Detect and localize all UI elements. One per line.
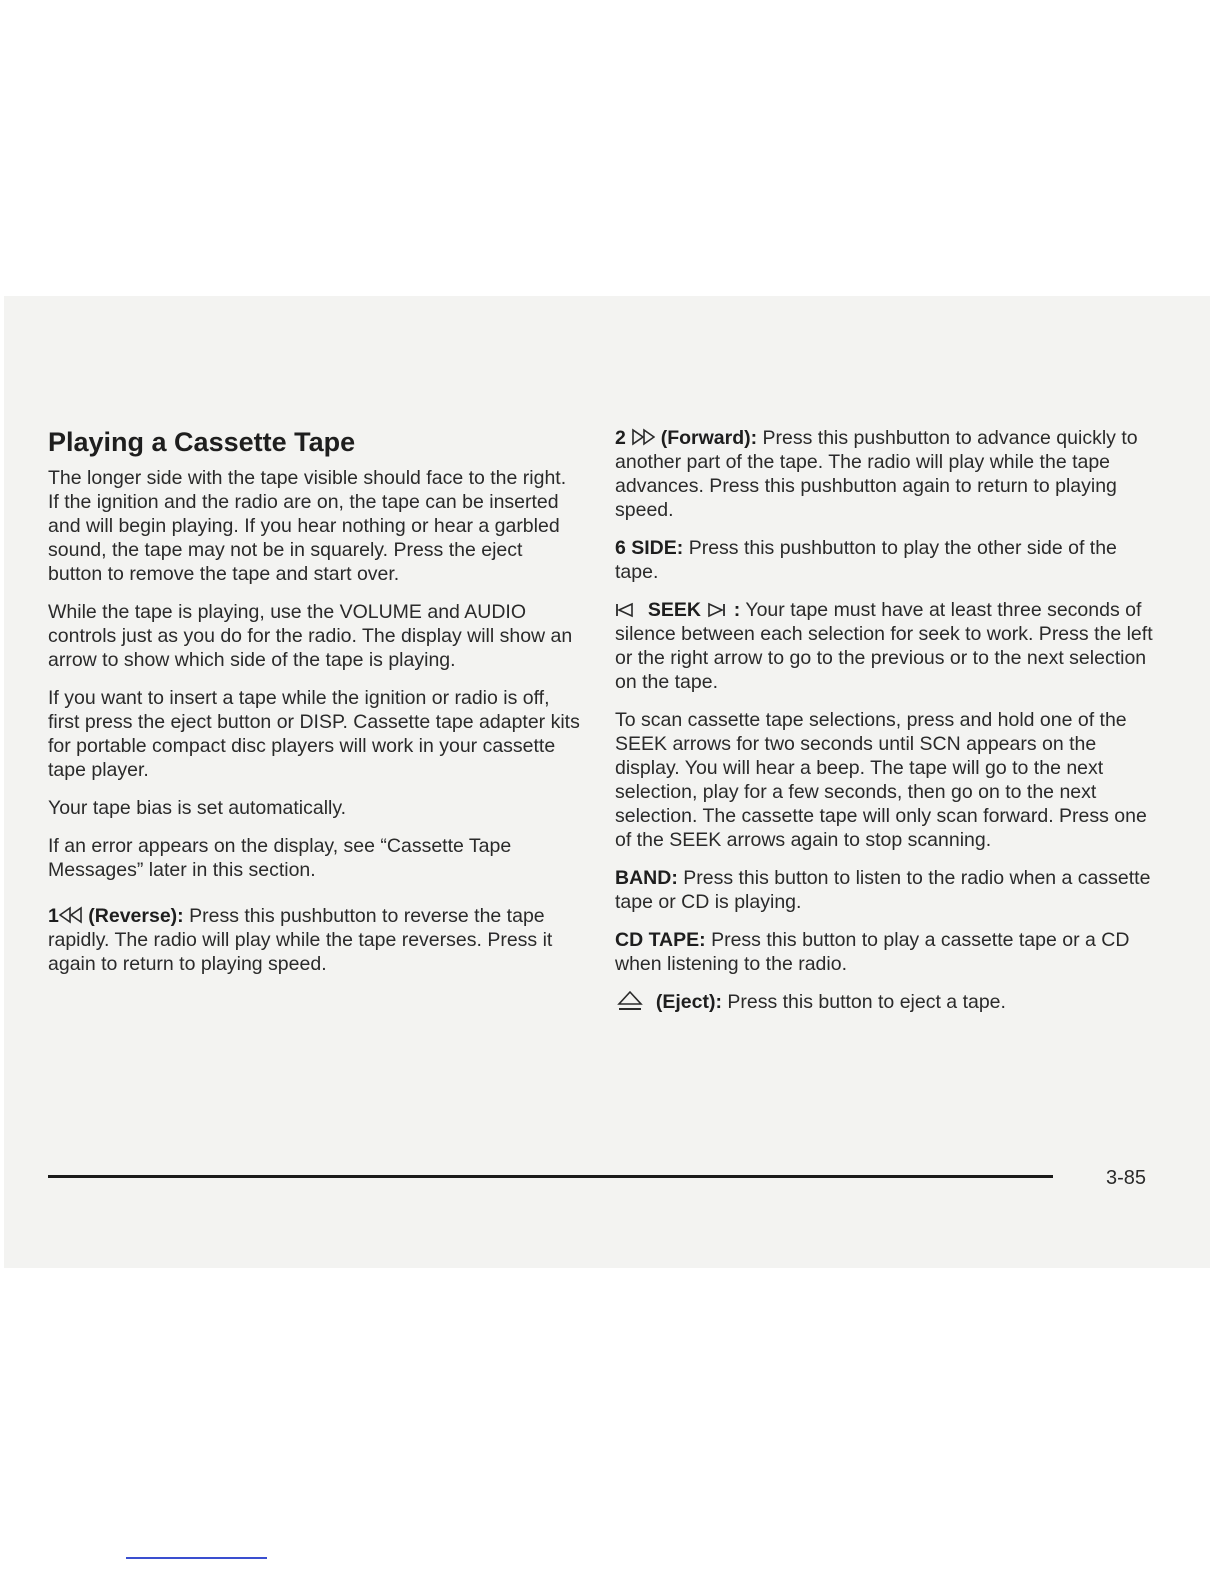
eject-icon <box>615 990 645 1014</box>
eject-description: Press this button to eject a tape. <box>727 991 1006 1013</box>
reverse-term: (Reverse): <box>88 905 184 927</box>
right-column <box>615 426 1153 1028</box>
forward-item <box>615 426 1153 522</box>
paragraph-ignition-off: If you want to insert a tape while the ignition or radio is off, first press the eject button or DISP. Cassette tape adapter kits for portable compact disc players will work in your cassette tape player. <box>48 687 580 781</box>
side-item <box>615 536 1153 584</box>
cd-tape-description: Press this button to play a cassette tape or a CD when listening to the radio. <box>615 929 1130 975</box>
eject-item <box>615 990 1153 1014</box>
eject-term: (Eject): <box>655 991 722 1013</box>
forward-number: 2 <box>615 427 626 449</box>
seek-term: SEEK <box>647 599 701 621</box>
cd-tape-item <box>615 928 1153 976</box>
page-number: 3-85 <box>1106 1167 1147 1189</box>
band-item <box>615 866 1153 914</box>
seek-item <box>615 598 1153 694</box>
reverse-description: Press this pushbutton to reverse the tape rapidly. The radio will play while the tape reverses. Press it again to return to playing speed. <box>48 905 553 975</box>
footer-rule <box>48 1175 1053 1178</box>
forward-term: (Forward): <box>660 427 758 449</box>
scan-paragraph: To scan cassette tape selections, press and hold one of the SEEK arrows for two seconds until SCN appears on the display. You will hear a beep. The tape will go to the next selection, play for a few seconds, then go on to the next selection. The cassette tape will only scan forward. Press one of the SEEK arrows again to stop scanning. <box>615 709 1147 851</box>
left-column <box>48 426 580 990</box>
side-description: Press this pushbutton to play the other side of the tape. <box>615 537 1117 583</box>
seek-colon: : <box>733 599 741 621</box>
paragraph-tape-bias: Your tape bias is set automatically. <box>48 797 347 819</box>
seek-description: Your tape must have at least three seconds of silence between each selection for seek to work. Press the left or the right arrow to go to the previous or to the next selection on the tape. <box>615 599 1153 693</box>
side-term: 6 SIDE: <box>615 537 684 559</box>
footer-link-underline[interactable] <box>126 1557 267 1559</box>
rewind-icon <box>59 904 83 928</box>
band-term: BAND: <box>615 867 678 889</box>
paragraph-insert-tape: The longer side with the tape visible should face to the right. If the ignition and the radio are on, the tape can be inserted and will begin playing. If you hear nothing or hear a garbled sound, the tape may not be in squarely. Press the eject button to remove the tape and start over. <box>48 467 567 585</box>
seek-back-icon <box>615 598 637 622</box>
forward-description: Press this pushbutton to advance quickly to another part of the tape. The radio will play while the tape advances. Press this pushbutton again to return to playing speed. <box>615 427 1138 521</box>
reverse-number: 1 <box>48 905 59 927</box>
seek-forward-icon <box>706 598 728 622</box>
band-description: Press this button to listen to the radio when a cassette tape or CD is playing. <box>615 867 1151 913</box>
cd-tape-term: CD TAPE: <box>615 929 706 951</box>
paragraph-volume-audio: While the tape is playing, use the VOLUME and AUDIO controls just as you do for the radio. The display will show an arrow to show which side of the tape is playing. <box>48 601 573 671</box>
reverse-item <box>48 904 580 976</box>
fast-forward-icon <box>631 426 655 450</box>
section-heading: Playing a Cassette Tape <box>48 427 356 457</box>
paragraph-error-messages: If an error appears on the display, see “Cassette Tape Messages” later in this section. <box>48 835 512 881</box>
